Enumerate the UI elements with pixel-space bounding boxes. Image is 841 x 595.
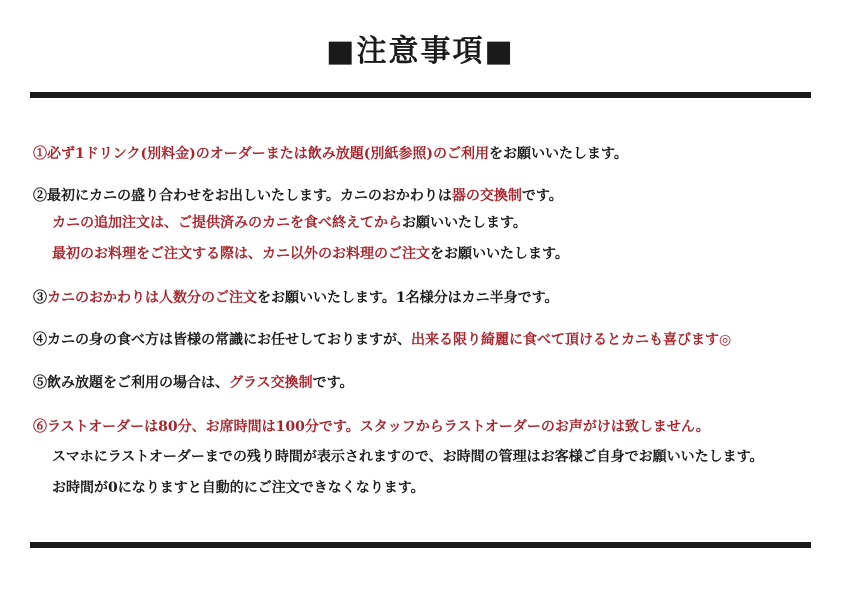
notice-item-1-highlight: ①必ず1ドリンク(別料金)のオーダーまたは飲み放題(別紙参照)のご利用 [33, 146, 489, 162]
title-text: 注意事項 [356, 34, 485, 69]
notice-item-4-highlight: 出来る限り綺麗に食べて頂けるとカニも喜びます◎ [411, 332, 732, 348]
notice-item-2-sub-1-highlight: カニの追加注文は、ご提供済みのカニを食べ終えてから [52, 215, 402, 231]
title-marker-left: ■ [326, 34, 357, 69]
notice-item-1-text: をお願いいたします。 [488, 146, 628, 162]
notice-item-3 [33, 288, 559, 308]
top-divider [30, 92, 811, 98]
notice-item-2-sub-2-text: をお願いいたします。 [430, 246, 569, 262]
notice-item-2-text-end: です。 [521, 188, 563, 204]
notice-item-1 [33, 144, 628, 164]
notice-item-2 [33, 186, 563, 206]
notice-item-6-sub-1 [52, 447, 763, 467]
notice-item-3-highlight: カニのおかわりは人数分のご注文 [47, 290, 257, 306]
notice-item-4-text: ④カニの身の食べ方は皆様の常識にお任せしておりますが、 [33, 332, 411, 348]
notice-item-6-sub-2-text: お時間が0になりますと自動的にご注文できなくなります。 [52, 480, 425, 496]
page-title [0, 30, 841, 74]
notice-item-3-text: をお願いいたします。1名様分はカニ半身です。 [257, 290, 559, 306]
notice-item-6 [33, 417, 710, 437]
notice-item-5-highlight: グラス交換制 [229, 375, 313, 391]
notice-item-2-sub-1-text: お願いいたします。 [402, 215, 527, 231]
notice-item-2-text: ②最初にカニの盛り合わせをお出しいたします。カニのおかわりは [33, 188, 452, 204]
notice-item-3-number: ③ [33, 290, 47, 306]
notice-item-6-highlight: ⑥ラストオーダーは80分、お席時間は100分です。スタッフからラストオーダーのお声がけは致しません。 [33, 419, 710, 435]
notice-item-4 [33, 330, 731, 350]
title-marker-right: ■ [484, 34, 515, 69]
notice-item-2-sub-2 [52, 244, 569, 264]
notice-item-5 [33, 373, 353, 393]
bottom-divider [30, 542, 811, 548]
notice-item-6-sub-1-text: スマホにラストオーダーまでの残り時間が表示されますので、お時間の管理はお客様ご自身でお願いいたします。 [52, 449, 764, 465]
notice-item-5-text-end: です。 [312, 375, 354, 391]
notice-item-2-sub-1 [52, 213, 527, 233]
notice-item-2-sub-2-highlight: 最初のお料理をご注文する際は、カニ以外のお料理のご注文 [52, 246, 430, 262]
notice-item-6-sub-2 [52, 478, 425, 498]
notice-item-5-text: ⑤飲み放題をご利用の場合は、 [33, 375, 229, 391]
notice-item-2-highlight: 器の交換制 [451, 188, 522, 204]
